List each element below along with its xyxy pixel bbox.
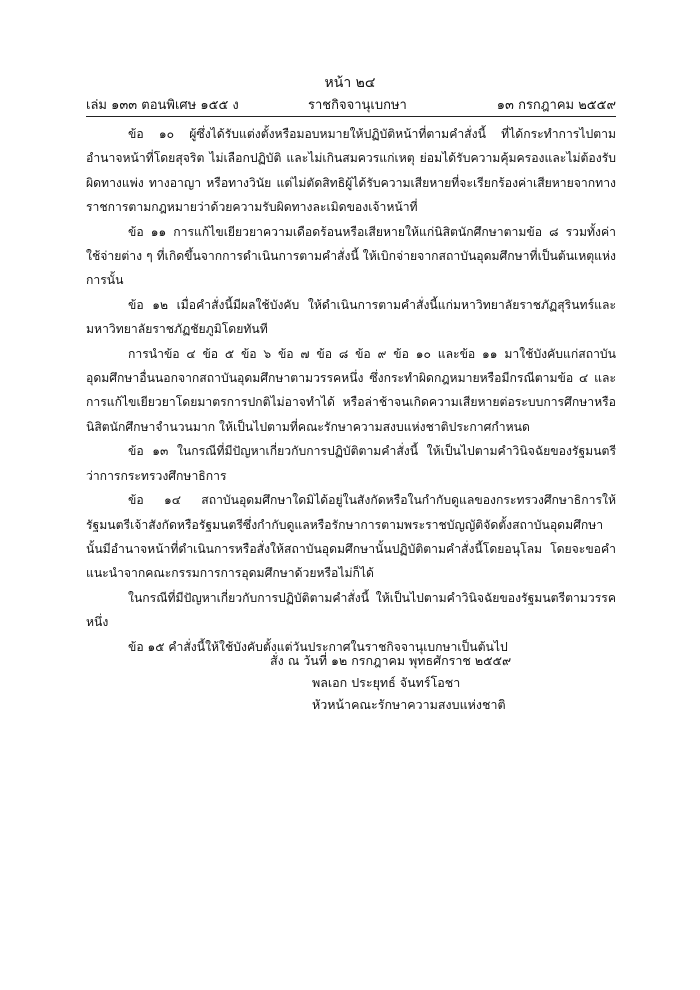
clause-13: ข้อ ๑๓ ในกรณีที่มีปัญหาเกี่ยวกับการปฏิบัติตามคำสั่งนี้ ให้เป็นไปตามคำวินิจฉัยของรัฐมนตรีว่าการกระทรวงศึกษาธิการ [86,444,616,483]
clause-11: ข้อ ๑๑ การแก้ไขเยียวยาความเดือดร้อนหรือเสียหายให้แก่นิสิตนักศึกษาตามข้อ ๘ รวมทั้งค่าใช้จ่ายต่าง ๆ ที่เกิดขึ้นจากการดำเนินการตามคำสั่งนี้ ให้เบิกจ่ายจากสถาบันอุดมศึกษาที่เป็นต้นเหตุแห่งการนั้น [86,224,616,288]
volume-issue: เล่ม ๑๓๓ ตอนพิเศษ ๑๕๕ ง [86,98,239,113]
clause-10: ข้อ ๑๐ ผู้ซึ่งได้รับแต่งตั้งหรือมอบหมายให้ปฏิบัติหน้าที่ตามคำสั่งนี้ ที่ได้กระทำการไปตามอำนาจหน้าที่โดยสุจริต ไม่เลือกปฏิบัติ และไม่เกินสมควรแก่เหตุ ย่อมได้รับความคุ้มครองและไม่ต้องรับผิดทางแพ่ง ทางอาญา หรือทางวินัย แต่ไม่ตัดสิทธิผู้ได้รับความเสียหายที่จะเรียกร้องค่าเสียหายจากทางราชการตามกฎหมายว่าด้วยความรับผิดทางละเมิดของเจ้าหน้าที่ [86,127,616,215]
publication-date: ๑๓ กรกฎาคม ๒๕๕๙ [496,98,616,113]
signatory-name: พลเอก ประยุทธ์ จันทร์โอชา [312,675,461,690]
clause-12-paragraph-2: การนำข้อ ๔ ข้อ ๕ ข้อ ๖ ข้อ ๗ ข้อ ๘ ข้อ ๙ ข้อ ๑๐ และข้อ ๑๑ มาใช้บังคับแก่สถาบันอุดมศึกษาอื่นนอกจากสถาบันอุดมศึกษาตามวรรคหนึ่ง ซึ่งกระทำผิดกฎหมายหรือมีกรณีตามข้อ ๔ และการแก้ไขเยียวยาโดยมาตรการปกติไม่อาจทำได้ หรือล่าช้าจนเกิดความเสียหายต่อระบบการศึกษาหรือนิสิตนักศึกษาจำนวนมาก ให้เป็นไปตามที่คณะรักษาความสงบแห่งชาติประกาศกำหนด [86,346,616,434]
clause-15: ข้อ ๑๕ คำสั่งนี้ให้ใช้บังคับตั้งแต่วันประกาศในราชกิจจานุเบกษาเป็นต้นไป [128,639,508,654]
document-body [86,122,616,659]
order-date: สั่ง ณ วันที่ ๑๒ กรกฎาคม พุทธศักราช ๒๕๕๙ [270,653,512,668]
header-divider [86,116,616,117]
signatory-title: หัวหน้าคณะรักษาความสงบแห่งชาติ [312,697,506,712]
clause-14: ข้อ ๑๔ สถาบันอุดมศึกษาใดมิได้อยู่ในสังกัดหรือในกำกับดูแลของกระทรวงศึกษาธิการให้รัฐมนตรีเจ้าสังกัดหรือรัฐมนตรีซึ่งกำกับดูแลหรือรักษาการตามพระราชบัญญัติจัดตั้งสถาบันอุดมศึกษานั้นมีอำนาจหน้าที่ดำเนินการหรือสั่งให้สถาบันอุดมศึกษานั้นปฏิบัติตามคำสั่งนี้โดยอนุโลม โดยจะขอคำแนะนำจากคณะกรรมการการอุดมศึกษาด้วยหรือไม่ก็ได้ [86,493,616,581]
clause-12: ข้อ ๑๒ เมื่อคำสั่งนี้มีผลใช้บังคับ ให้ดำเนินการตามคำสั่งนี้แก่มหาวิทยาลัยราชภัฏสุรินทร์และมหาวิทยาลัยราชภัฏชัยภูมิโดยทันที [86,297,616,337]
gazette-name: ราชกิจจานุเบกษา [308,98,407,113]
clause-14-paragraph-2: ในกรณีที่มีปัญหาเกี่ยวกับการปฏิบัติตามคำสั่งนี้ ให้เป็นไปตามคำวินิจฉัยของรัฐมนตรีตามวรรคหนึ่ง [86,590,616,630]
page-number: หน้า ๒๔ [324,75,376,91]
